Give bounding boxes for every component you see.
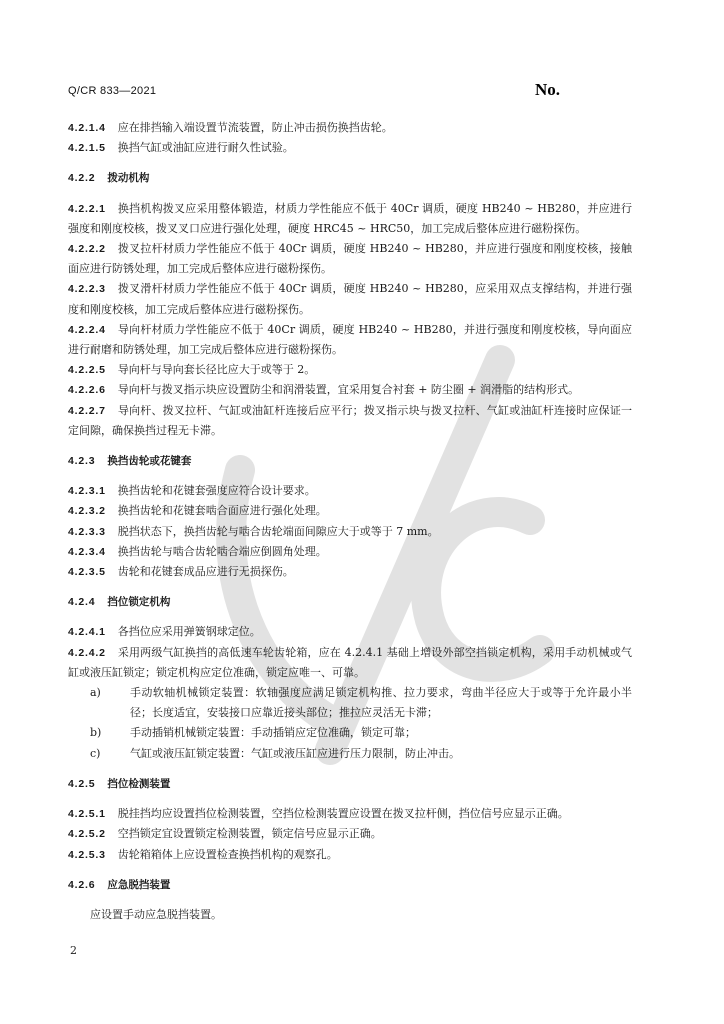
- clause-text: 导向杆与导向套长径比应大于或等于 2。: [117, 363, 316, 377]
- heading-4-2-6: [68, 875, 632, 895]
- heading-title: 应急脱挡装置: [107, 878, 171, 891]
- clause-number: 4.2.2.4: [68, 323, 106, 336]
- clause-number: 4.2.4.2: [68, 646, 106, 659]
- clause-number: 4.2.3.3: [68, 525, 106, 538]
- clause-number: 4.2.5.3: [68, 848, 106, 861]
- clause-4-2-5-2: [68, 824, 632, 844]
- clause-4-2-5-3: [68, 845, 632, 865]
- clause-number: 4.2.5.2: [68, 828, 106, 841]
- list-item: [68, 723, 632, 743]
- clause-text: 应在排挡输入端设置节流装置，防止冲击损伤换挡齿轮。: [117, 121, 393, 134]
- clause-number: 4.2.3.4: [68, 545, 106, 558]
- clause-number: 4.2.5.1: [68, 808, 106, 821]
- heading-number: 4.2.3: [68, 455, 96, 468]
- clause-number: 4.2.3.5: [68, 566, 106, 579]
- list-text: 手动插销机械锁定装置：手动插销应定位准确，锁定可靠；: [130, 726, 416, 740]
- clause-text: 拨叉拉杆材质力学性能应不低于 40Cr 调质，硬度 HB240 ~ HB280，并应进行强度和刚度校核，接触面应进行防锈处理，加工完成后整体应进行磁粉探伤。: [68, 242, 632, 276]
- clause-4-2-1-5: [68, 138, 632, 158]
- clause-text: 脱挂挡均应设置挡位检测装置，空挡位检测装置应设置在拨叉拉杆侧，挡位信号应显示正确。: [117, 807, 569, 821]
- list-item: [68, 744, 632, 764]
- clause-text: 各挡位应采用弹簧钢球定位。: [117, 625, 261, 639]
- clause-text: 采用两级气缸换挡的高低速车轮齿轮箱，应在 4.2.4.1 基础上增设外部空挡锁定机构，采用手动机械或气缸或液压缸锁定；锁定机构应定位准确，锁定应唯一、可靠。: [68, 645, 632, 679]
- clause-4-2-2-2: [68, 239, 632, 279]
- document-body: [68, 118, 632, 925]
- clause-4-2-3-5: [68, 562, 632, 582]
- clause-text: 换挡气缸或油缸应进行耐久性试验。: [117, 141, 294, 155]
- list-marker: c): [90, 746, 101, 760]
- clause-text: 导向杆材质力学性能应不低于 40Cr 调质，硬度 HB240 ~ HB280，并进行强度和刚度校核，导向面应进行耐磨和防锈处理，加工完成后整体应进行磁粉探伤。: [68, 322, 632, 357]
- clause-4-2-2-1: [68, 199, 632, 239]
- heading-4-2-3: [68, 451, 632, 471]
- clause-4-2-4-2: [68, 643, 632, 683]
- heading-number: 4.2.2: [68, 172, 96, 185]
- clause-number: 4.2.3.1: [68, 485, 106, 498]
- clause-4-2-2-4: [68, 320, 632, 360]
- clause-4-2-3-2: [68, 501, 632, 521]
- clause-number: 4.2.3.2: [68, 505, 106, 518]
- list-marker: b): [90, 726, 102, 740]
- clause-text: 导向杆、拨叉拉杆、气缸或油缸杆连接后应平行；拨叉指示块与拨叉拉杆、气缸或油缸杆连接时应保证一定间隙，确保换挡过程无卡滞。: [68, 403, 632, 437]
- clause-number: 4.2.2.6: [68, 384, 106, 397]
- heading-title: 挡位锁定机构: [107, 596, 171, 609]
- clause-text: 齿轮和花键套成品应进行无损探伤。: [117, 565, 294, 579]
- clause-number: 4.2.2.2: [68, 243, 106, 256]
- clause-text: 换挡齿轮和花键套强度应符合设计要求。: [117, 484, 316, 498]
- clause-4-2-6-text: 应设置手动应急脱挡装置。: [90, 907, 222, 921]
- clause-4-2-4-1: [68, 622, 632, 642]
- clause-number: 4.2.2.3: [68, 283, 106, 296]
- clause-number: 4.2.2.1: [68, 202, 106, 215]
- clause-text: 齿轮箱箱体上应设置检查换挡机构的观察孔。: [117, 847, 338, 861]
- heading-4-2-2: [68, 168, 632, 188]
- clause-text: 拨叉滑杆材质力学性能应不低于 40Cr 调质，硬度 HB240 ~ HB280，应采用双点支撑结构，并进行强度和刚度校核，加工完成后整体应进行磁粉探伤。: [68, 282, 632, 316]
- clause-4-2-2-5: [68, 360, 632, 380]
- heading-title: 拨动机构: [107, 172, 150, 185]
- clause-4-2-3-1: [68, 481, 632, 501]
- clause-text: 换挡齿轮与啮合齿轮啮合端应倒圆角处理。: [117, 544, 327, 558]
- heading-number: 4.2.4: [68, 596, 96, 609]
- clause-4-2-3-4: [68, 542, 632, 562]
- standard-code: Q/CR 833—2021: [68, 85, 157, 97]
- list-marker: a): [90, 686, 101, 700]
- clause-number: 4.2.4.1: [68, 626, 106, 639]
- heading-4-2-4: [68, 592, 632, 612]
- list-item: [68, 683, 632, 723]
- clause-number: 4.2.1.5: [68, 142, 106, 155]
- clause-number: 4.2.1.4: [68, 122, 106, 134]
- clause-text: 脱挡状态下，换挡齿轮与啮合齿轮端面间隙应大于或等于 7 mm。: [117, 524, 439, 538]
- clause-text: 换挡齿轮和花键套啮合面应进行强化处理。: [117, 504, 327, 518]
- heading-title: 挡位检测装置: [107, 777, 171, 790]
- clause-number: 4.2.2.5: [68, 364, 106, 377]
- clause-number: 4.2.2.7: [68, 404, 106, 417]
- list-text: 手动软轴机械锁定装置：软轴强度应满足锁定机构推、拉力要求，弯曲半径应大于或等于允许最小半径；长度适宜，安装接口应靠近接头部位；推拉应灵活无卡滞；: [130, 686, 632, 720]
- heading-number: 4.2.6: [68, 878, 96, 891]
- heading-title: 换挡齿轮或花键套: [107, 455, 192, 468]
- clause-text: 空挡锁定宜设置锁定检测装置，锁定信号应显示正确。: [117, 827, 382, 841]
- clause-4-2-1-4: [68, 118, 632, 138]
- number-label: No.: [535, 80, 561, 99]
- page-number: 2: [70, 944, 77, 957]
- clause-text: 导向杆与拨叉指示块应设置防尘和润滑装置，宜采用复合衬套 + 防尘圈 + 润滑脂的结构形式。: [117, 383, 580, 397]
- clause-text: 换挡机构拨叉应采用整体锻造，材质力学性能应不低于 40Cr 调质，硬度 HB240 ~ HB280，并应进行强度和刚度校核，拨叉叉口应进行强化处理，硬度 HRC45 ~ HRC50，加工完成后整体应进行磁粉探伤。: [68, 201, 632, 235]
- heading-4-2-5: [68, 774, 632, 794]
- heading-number: 4.2.5: [68, 777, 96, 790]
- clause-4-2-3-3: [68, 522, 632, 542]
- clause-4-2-2-3: [68, 279, 632, 319]
- clause-4-2-5-1: [68, 804, 632, 824]
- list-text: 气缸或液压缸锁定装置：气缸或液压缸应进行压力限制，防止冲击。: [130, 746, 460, 760]
- clause-4-2-2-6: [68, 380, 632, 400]
- clause-4-2-2-7: [68, 401, 632, 441]
